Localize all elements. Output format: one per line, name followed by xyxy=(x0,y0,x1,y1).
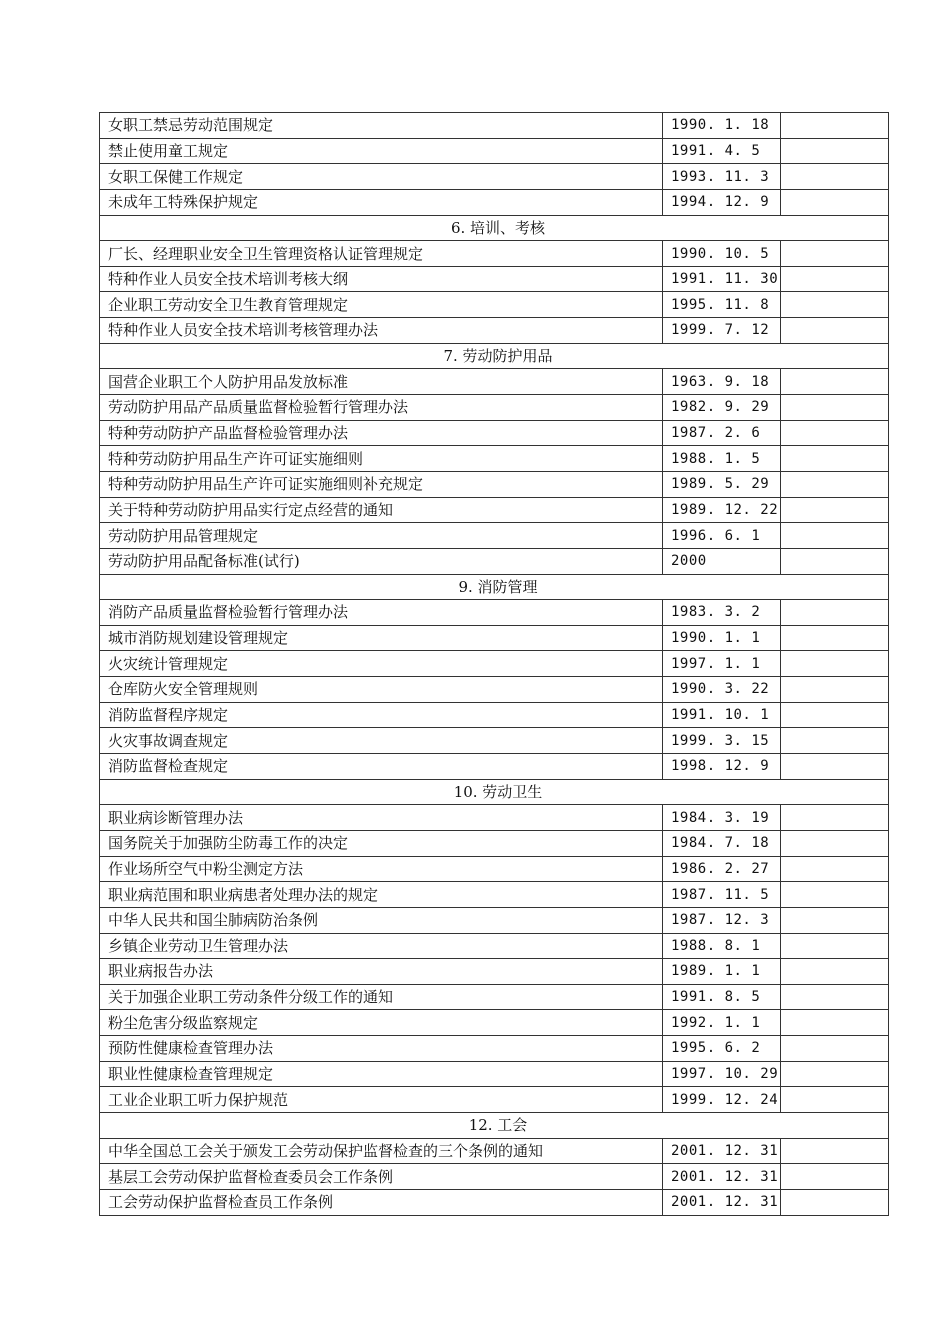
regulation-title: 作业场所空气中粉尘测定方法 xyxy=(100,856,663,882)
issue-date: 2001. 12. 31 xyxy=(663,1164,781,1190)
table-row xyxy=(100,728,889,754)
issue-date: 2001. 12. 31 xyxy=(663,1189,781,1215)
issue-date: 1997. 10. 29 xyxy=(663,1061,781,1087)
regulation-title: 特种作业人员安全技术培训考核大纲 xyxy=(100,266,663,292)
empty-cell xyxy=(781,241,889,267)
regulations-table xyxy=(99,112,889,1216)
issue-date: 1995. 6. 2 xyxy=(663,1036,781,1062)
table-row xyxy=(100,523,889,549)
table-row xyxy=(100,907,889,933)
regulation-title: 职业病诊断管理办法 xyxy=(100,805,663,831)
empty-cell xyxy=(781,1138,889,1164)
regulation-title: 企业职工劳动安全卫生教育管理规定 xyxy=(100,292,663,318)
regulations-table-body xyxy=(100,113,889,1216)
regulation-title: 工业企业职工听力保护规范 xyxy=(100,1087,663,1113)
issue-date: 1984. 7. 18 xyxy=(663,830,781,856)
table-row xyxy=(100,856,889,882)
section-title: 6. 培训、考核 xyxy=(100,215,889,241)
issue-date: 1999. 12. 24 xyxy=(663,1087,781,1113)
section-title: 7. 劳动防护用品 xyxy=(100,343,889,369)
table-row xyxy=(100,959,889,985)
empty-cell xyxy=(781,189,889,215)
regulation-title: 消防监督程序规定 xyxy=(100,702,663,728)
regulation-title: 国务院关于加强防尘防毒工作的决定 xyxy=(100,830,663,856)
issue-date: 1989. 5. 29 xyxy=(663,471,781,497)
table-row xyxy=(100,805,889,831)
empty-cell xyxy=(781,959,889,985)
regulation-title: 特种劳动防护用品生产许可证实施细则 xyxy=(100,446,663,472)
regulation-title: 消防产品质量监督检验暂行管理办法 xyxy=(100,600,663,626)
empty-cell xyxy=(781,138,889,164)
regulation-title: 厂长、经理职业安全卫生管理资格认证管理规定 xyxy=(100,241,663,267)
table-row xyxy=(100,830,889,856)
regulation-title: 特种劳动防护用品生产许可证实施细则补充规定 xyxy=(100,471,663,497)
empty-cell xyxy=(781,1010,889,1036)
issue-date: 1987. 12. 3 xyxy=(663,907,781,933)
issue-date: 1994. 12. 9 xyxy=(663,189,781,215)
empty-cell xyxy=(781,164,889,190)
regulation-title: 职业病报告办法 xyxy=(100,959,663,985)
table-row xyxy=(100,677,889,703)
empty-cell xyxy=(781,395,889,421)
regulation-title: 劳动防护用品配备标准(试行) xyxy=(100,548,663,574)
regulation-title: 女职工禁忌劳动范围规定 xyxy=(100,113,663,139)
empty-cell xyxy=(781,600,889,626)
issue-date: 1987. 11. 5 xyxy=(663,882,781,908)
issue-date: 1987. 2. 6 xyxy=(663,420,781,446)
empty-cell xyxy=(781,907,889,933)
issue-date: 1991. 11. 30 xyxy=(663,266,781,292)
regulation-title: 中华全国总工会关于颁发工会劳动保护监督检查的三个条例的通知 xyxy=(100,1138,663,1164)
empty-cell xyxy=(781,1087,889,1113)
section-title: 10. 劳动卫生 xyxy=(100,779,889,805)
regulation-title: 预防性健康检查管理办法 xyxy=(100,1036,663,1062)
empty-cell xyxy=(781,805,889,831)
table-row xyxy=(100,1061,889,1087)
empty-cell xyxy=(781,882,889,908)
table-row xyxy=(100,369,889,395)
regulation-title: 特种作业人员安全技术培训考核管理办法 xyxy=(100,318,663,344)
issue-date: 1986. 2. 27 xyxy=(663,856,781,882)
table-row xyxy=(100,446,889,472)
section-header-row xyxy=(100,1112,889,1138)
issue-date: 1989. 12. 22 xyxy=(663,497,781,523)
regulation-title: 仓库防火安全管理规则 xyxy=(100,677,663,703)
table-row xyxy=(100,625,889,651)
empty-cell xyxy=(781,292,889,318)
regulation-title: 火灾事故调查规定 xyxy=(100,728,663,754)
regulation-title: 劳动防护用品产品质量监督检验暂行管理办法 xyxy=(100,395,663,421)
regulation-title: 特种劳动防护产品监督检验管理办法 xyxy=(100,420,663,446)
table-row xyxy=(100,651,889,677)
regulation-title: 禁止使用童工规定 xyxy=(100,138,663,164)
empty-cell xyxy=(781,266,889,292)
issue-date: 1996. 6. 1 xyxy=(663,523,781,549)
table-row xyxy=(100,395,889,421)
empty-cell xyxy=(781,933,889,959)
regulation-title: 劳动防护用品管理规定 xyxy=(100,523,663,549)
regulation-title: 基层工会劳动保护监督检查委员会工作条例 xyxy=(100,1164,663,1190)
regulation-title: 城市消防规划建设管理规定 xyxy=(100,625,663,651)
empty-cell xyxy=(781,318,889,344)
regulation-title: 工会劳动保护监督检查员工作条例 xyxy=(100,1189,663,1215)
table-row xyxy=(100,189,889,215)
issue-date: 1984. 3. 19 xyxy=(663,805,781,831)
empty-cell xyxy=(781,625,889,651)
table-row xyxy=(100,113,889,139)
issue-date: 2000 xyxy=(663,548,781,574)
issue-date: 1983. 3. 2 xyxy=(663,600,781,626)
section-header-row xyxy=(100,779,889,805)
issue-date: 1991. 8. 5 xyxy=(663,984,781,1010)
empty-cell xyxy=(781,1061,889,1087)
table-row xyxy=(100,164,889,190)
empty-cell xyxy=(781,984,889,1010)
issue-date: 1997. 1. 1 xyxy=(663,651,781,677)
table-row xyxy=(100,241,889,267)
issue-date: 1963. 9. 18 xyxy=(663,369,781,395)
table-row xyxy=(100,882,889,908)
table-row xyxy=(100,1010,889,1036)
issue-date: 1998. 12. 9 xyxy=(663,754,781,780)
empty-cell xyxy=(781,677,889,703)
empty-cell xyxy=(781,754,889,780)
regulation-title: 未成年工特殊保护规定 xyxy=(100,189,663,215)
table-row xyxy=(100,1189,889,1215)
regulation-title: 关于特种劳动防护用品实行定点经营的通知 xyxy=(100,497,663,523)
regulation-title: 火灾统计管理规定 xyxy=(100,651,663,677)
table-row xyxy=(100,548,889,574)
empty-cell xyxy=(781,830,889,856)
issue-date: 1990. 1. 18 xyxy=(663,113,781,139)
table-row xyxy=(100,1036,889,1062)
table-row xyxy=(100,138,889,164)
issue-date: 1988. 8. 1 xyxy=(663,933,781,959)
empty-cell xyxy=(781,113,889,139)
issue-date: 1995. 11. 8 xyxy=(663,292,781,318)
issue-date: 1982. 9. 29 xyxy=(663,395,781,421)
section-header-row xyxy=(100,343,889,369)
regulation-title: 国营企业职工个人防护用品发放标准 xyxy=(100,369,663,395)
regulation-title: 职业病范围和职业病患者处理办法的规定 xyxy=(100,882,663,908)
issue-date: 2001. 12. 31 xyxy=(663,1138,781,1164)
regulation-title: 消防监督检查规定 xyxy=(100,754,663,780)
empty-cell xyxy=(781,702,889,728)
empty-cell xyxy=(781,523,889,549)
regulation-title: 乡镇企业劳动卫生管理办法 xyxy=(100,933,663,959)
empty-cell xyxy=(781,497,889,523)
section-header-row xyxy=(100,574,889,600)
issue-date: 1993. 11. 3 xyxy=(663,164,781,190)
issue-date: 1990. 1. 1 xyxy=(663,625,781,651)
empty-cell xyxy=(781,446,889,472)
issue-date: 1990. 10. 5 xyxy=(663,241,781,267)
regulation-title: 粉尘危害分级监察规定 xyxy=(100,1010,663,1036)
empty-cell xyxy=(781,728,889,754)
table-row xyxy=(100,933,889,959)
section-title: 9. 消防管理 xyxy=(100,574,889,600)
table-row xyxy=(100,754,889,780)
regulation-title: 中华人民共和国尘肺病防治条例 xyxy=(100,907,663,933)
table-row xyxy=(100,420,889,446)
empty-cell xyxy=(781,548,889,574)
issue-date: 1999. 3. 15 xyxy=(663,728,781,754)
issue-date: 1988. 1. 5 xyxy=(663,446,781,472)
empty-cell xyxy=(781,856,889,882)
table-row xyxy=(100,292,889,318)
table-row xyxy=(100,984,889,1010)
table-row xyxy=(100,471,889,497)
empty-cell xyxy=(781,420,889,446)
empty-cell xyxy=(781,651,889,677)
issue-date: 1991. 4. 5 xyxy=(663,138,781,164)
table-row xyxy=(100,600,889,626)
table-row xyxy=(100,1138,889,1164)
empty-cell xyxy=(781,1189,889,1215)
issue-date: 1990. 3. 22 xyxy=(663,677,781,703)
regulation-title: 职业性健康检查管理规定 xyxy=(100,1061,663,1087)
empty-cell xyxy=(781,1164,889,1190)
regulation-title: 关于加强企业职工劳动条件分级工作的通知 xyxy=(100,984,663,1010)
table-row xyxy=(100,1164,889,1190)
table-row xyxy=(100,702,889,728)
table-row xyxy=(100,1087,889,1113)
issue-date: 1999. 7. 12 xyxy=(663,318,781,344)
section-title: 12. 工会 xyxy=(100,1112,889,1138)
issue-date: 1992. 1. 1 xyxy=(663,1010,781,1036)
issue-date: 1991. 10. 1 xyxy=(663,702,781,728)
table-row xyxy=(100,497,889,523)
table-row xyxy=(100,318,889,344)
section-header-row xyxy=(100,215,889,241)
regulation-title: 女职工保健工作规定 xyxy=(100,164,663,190)
empty-cell xyxy=(781,369,889,395)
table-row xyxy=(100,266,889,292)
empty-cell xyxy=(781,1036,889,1062)
empty-cell xyxy=(781,471,889,497)
issue-date: 1989. 1. 1 xyxy=(663,959,781,985)
